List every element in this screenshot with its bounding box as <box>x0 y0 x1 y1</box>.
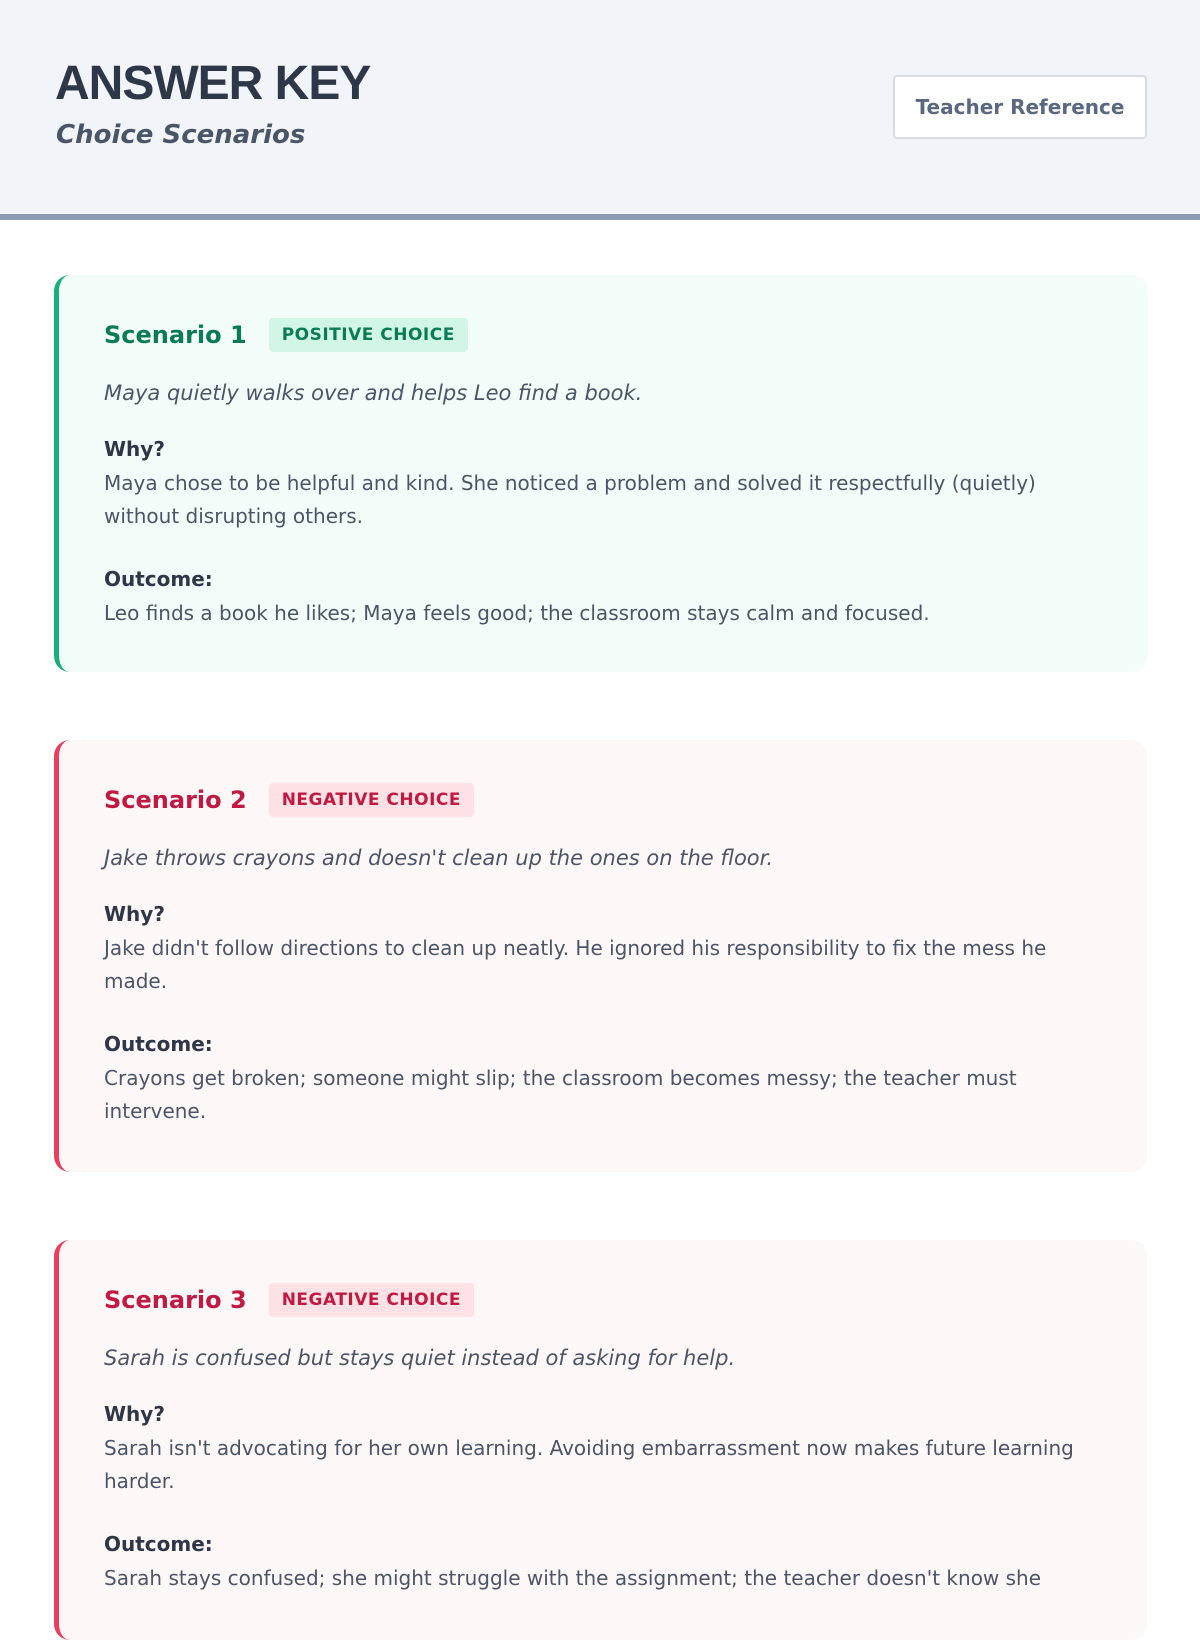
outcome-text: Leo finds a book he likes; Maya feels good; the classroom stays calm and focused. <box>104 601 930 625</box>
page-subtitle: Choice Scenarios <box>56 120 306 150</box>
why-text: Jake didn't follow directions to clean up neatly. He ignored his responsibility to fix the mess he made. <box>104 936 1047 993</box>
outcome-label: Outcome: <box>104 1032 213 1056</box>
scenario-title: Scenario 2 <box>104 786 247 814</box>
outcome-text: Crayons get broken; someone might slip; the classroom becomes messy; the teacher must intervene. <box>104 1066 1017 1123</box>
scenario-description: Jake throws crayons and doesn't clean up the ones on the floor. <box>104 846 774 870</box>
why-label: Why? <box>104 902 165 926</box>
why-label: Why? <box>104 437 165 461</box>
scenario-description: Sarah is confused but stays quiet instead of asking for help. <box>104 1346 736 1370</box>
scenario-card-2 <box>54 740 1147 1172</box>
outcome-label: Outcome: <box>104 567 213 591</box>
choice-badge: NEGATIVE CHOICE <box>269 783 474 817</box>
outcome-text: Sarah stays confused; she might struggle with the assignment; the teacher doesn't know she <box>104 1566 1042 1590</box>
why-text: Maya chose to be helpful and kind. She noticed a problem and solved it respectfully (quietly) without disrupting others. <box>104 471 1036 528</box>
choice-badge: NEGATIVE CHOICE <box>269 1283 474 1317</box>
scenario-header <box>104 782 1107 818</box>
page-header <box>0 0 1200 220</box>
scenario-header <box>104 1282 1107 1318</box>
scenario-header <box>104 317 1107 353</box>
scenario-description: Maya quietly walks over and helps Leo find a book. <box>104 381 643 405</box>
scenario-card-3 <box>54 1240 1147 1640</box>
teacher-reference-button[interactable]: Teacher Reference <box>893 75 1147 139</box>
why-text: Sarah isn't advocating for her own learning. Avoiding embarrassment now makes future learning harder. <box>104 1436 1074 1493</box>
scenario-title: Scenario 1 <box>104 321 247 349</box>
outcome-label: Outcome: <box>104 1532 213 1556</box>
scenario-card-1 <box>54 275 1147 672</box>
choice-badge: POSITIVE CHOICE <box>269 318 468 352</box>
page-title: ANSWER KEY <box>55 57 371 110</box>
why-label: Why? <box>104 1402 165 1426</box>
scenario-title: Scenario 3 <box>104 1286 247 1314</box>
